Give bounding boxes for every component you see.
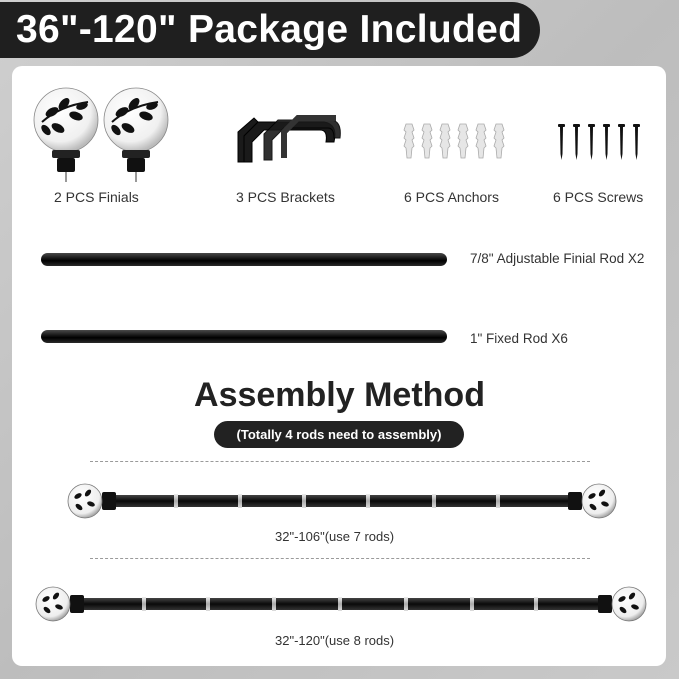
anchor-icon: [402, 122, 512, 162]
finial-icon: [30, 84, 180, 184]
brackets-label: 3 PCS Brackets: [236, 189, 335, 205]
fixed-rod: [41, 330, 447, 343]
fixed-rod-label: 1" Fixed Rod X6: [470, 331, 568, 346]
adjustable-rod-label: 7/8" Adjustable Finial Rod X2: [470, 251, 645, 266]
divider-top: [90, 461, 590, 462]
screw-icon: [556, 124, 646, 162]
page-title: 36"-120" Package Included: [16, 8, 523, 51]
finials-label: 2 PCS Finials: [54, 189, 139, 205]
header-banner: [0, 2, 540, 58]
option-7-rods-label: 32"-106"(use 7 rods): [275, 529, 395, 544]
adjustable-finial-rod: [41, 253, 447, 266]
assembled-rod-7: [66, 482, 618, 520]
option-8-rods-label: 32"-120"(use 8 rods): [275, 633, 395, 648]
assembled-rod-8: [34, 585, 648, 623]
divider-bottom: [90, 558, 590, 559]
assembly-note-badge: (Totally 4 rods need to assembly): [214, 421, 464, 448]
anchors-label: 6 PCS Anchors: [404, 189, 499, 205]
assembly-title: Assembly Method: [194, 376, 485, 414]
screws-label: 6 PCS Screws: [553, 189, 644, 205]
bracket-icon: [234, 112, 344, 168]
